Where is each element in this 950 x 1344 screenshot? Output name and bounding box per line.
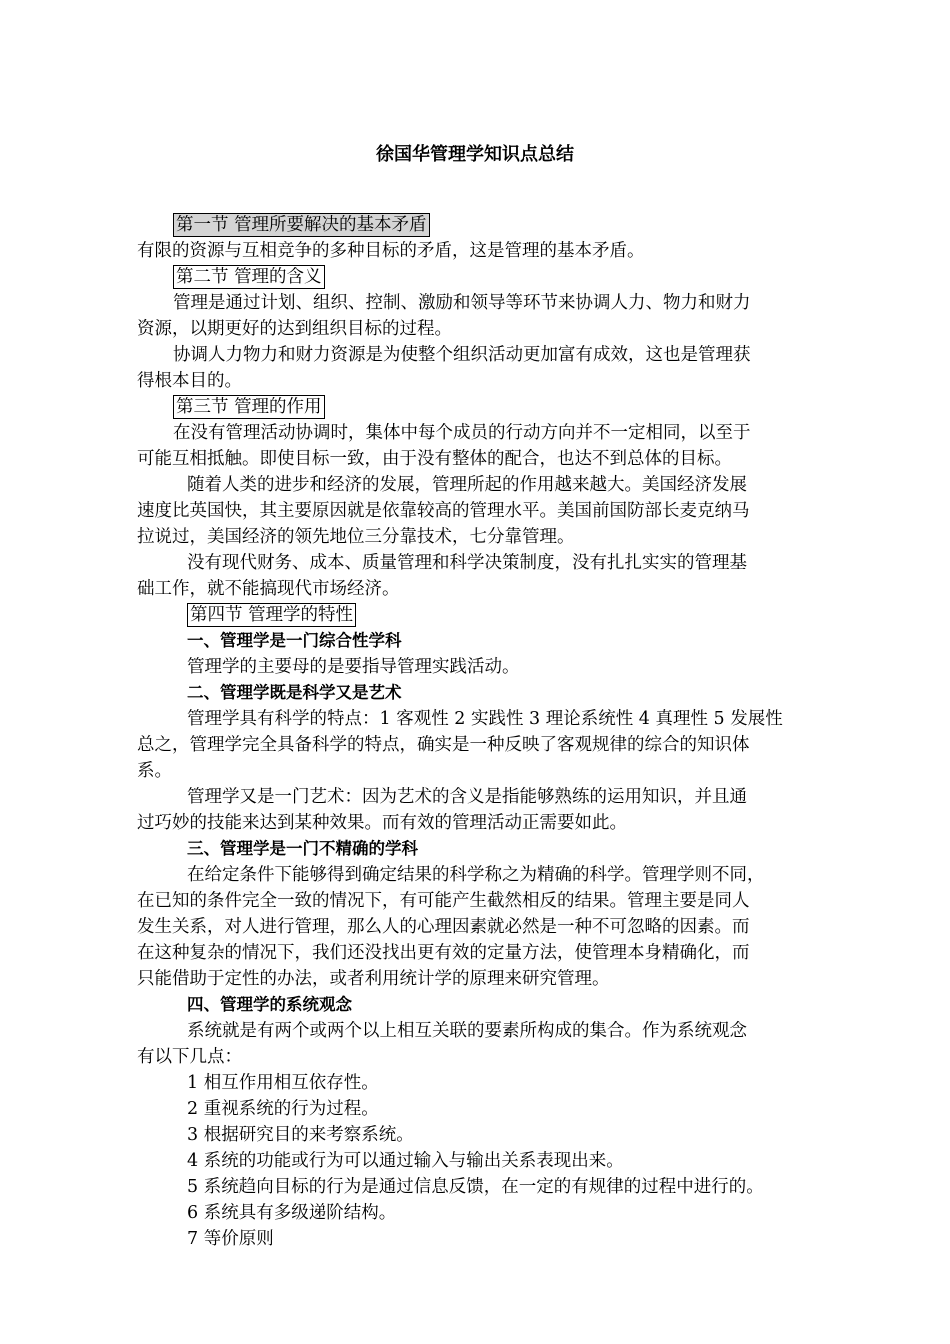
text-line: 管理学的主要母的是要指导管理实践活动。 [187, 657, 520, 677]
text-line: 资源，以期更好的达到组织目标的过程。 [137, 319, 452, 339]
text-line: 只能借助于定性的办法，或者利用统计学的原理来研究管理。 [137, 969, 610, 989]
subsection-title-4: 四、管理学的系统观念 [187, 995, 352, 1014]
list-item: 3 根据研究目的来考察系统。 [187, 1125, 414, 1145]
list-item: 5 系统趋向目标的行为是通过信息反馈，在一定的有规律的过程中进行的。 [187, 1177, 764, 1197]
text-line: 速度比英国快，其主要原因就是依靠较高的管理水平。美国前国防部长麦克纳马 [137, 501, 750, 521]
text-line: 管理学具有科学的特点：1 客观性 2 实践性 3 理论系统性 4 真理性 5 发展性 [187, 709, 783, 729]
section-heading-2: 第二节 管理的含义 [137, 264, 827, 290]
text-line: 可能互相抵触。即使目标一致，由于没有整体的配合，也达不到总体的目标。 [137, 449, 732, 469]
list-item: 2 重视系统的行为过程。 [187, 1099, 379, 1119]
text-line: 过巧妙的技能来达到某种效果。而有效的管理活动正需要如此。 [137, 813, 627, 833]
text-line: 系统就是有两个或两个以上相互关联的要素所构成的集合。作为系统观念 [187, 1021, 747, 1041]
list-item: 1 相互作用相互依存性。 [187, 1073, 379, 1093]
text-line: 没有现代财务、成本、质量管理和科学决策制度，没有扎扎实实的管理基 [187, 553, 747, 573]
text-line: 系。 [137, 761, 172, 781]
list-item: 6 系统具有多级递阶结构。 [187, 1203, 397, 1223]
list-item: 7 等价原则 [187, 1229, 274, 1249]
text-line: 有以下几点： [137, 1047, 242, 1067]
text-line: 管理是通过计划、组织、控制、激励和领导等环节来协调人力、物力和财力 [173, 293, 751, 313]
section-heading-4: 第四节 管理学的特性 [137, 602, 827, 628]
text-line: 在给定条件下能够得到确定结果的科学称之为精确的科学。管理学则不同， [187, 865, 765, 885]
text-line: 发生关系，对人进行管理，那么人的心理因素就必然是一种不可忽略的因素。而 [137, 917, 750, 937]
text-line: 随着人类的进步和经济的发展，管理所起的作用越来越大。美国经济发展 [187, 475, 747, 495]
subsection-title-2: 二、管理学既是科学又是艺术 [187, 683, 402, 702]
text-line: 得根本目的。 [137, 371, 242, 391]
section-heading-3: 第三节 管理的作用 [137, 394, 827, 420]
text-line: 协调人力物力和财力资源是为使整个组织活动更加富有成效，这也是管理获 [173, 345, 751, 365]
text-line: 管理学又是一门艺术：因为艺术的含义是指能够熟练的运用知识，并且通 [187, 787, 747, 807]
subsection-title-1: 一、管理学是一门综合性学科 [187, 631, 402, 650]
list-item: 4 系统的功能或行为可以通过输入与输出关系表现出来。 [187, 1151, 624, 1171]
text-line: 拉说过，美国经济的领先地位三分靠技术，七分靠管理。 [137, 527, 575, 547]
text-line: 在已知的条件完全一致的情况下，有可能产生截然相反的结果。管理主要是同人 [137, 891, 750, 911]
section-heading-1: 第一节 管理所要解决的基本矛盾 [137, 212, 827, 238]
text-line: 总之，管理学完全具备科学的特点，确实是一种反映了客观规律的综合的知识体 [137, 735, 750, 755]
text-line: 础工作，就不能搞现代市场经济。 [137, 579, 400, 599]
text-line: 有限的资源与互相竞争的多种目标的矛盾，这是管理的基本矛盾。 [137, 241, 645, 261]
document-body [137, 212, 827, 1252]
text-line: 在没有管理活动协调时，集体中每个成员的行动方向并不一定相同，以至于 [173, 423, 751, 443]
subsection-title-3: 三、管理学是一门不精确的学科 [187, 839, 418, 858]
text-line: 在这种复杂的情况下，我们还没找出更有效的定量方法，使管理本身精确化，而 [137, 943, 750, 963]
document-title: 徐国华管理学知识点总结 [376, 144, 574, 165]
